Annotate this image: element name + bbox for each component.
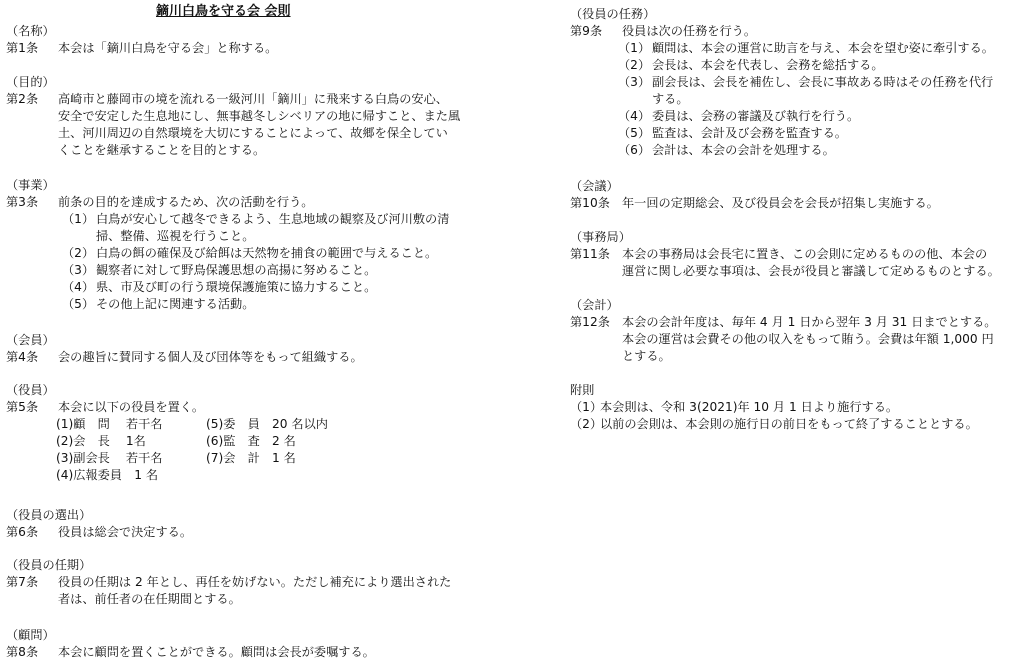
section-meeting — [570, 178, 939, 212]
section-heading: （顧問） — [6, 628, 55, 642]
article-text: 本会の運営は会費その他の収入をもって賄う。会費は年額 1,000 円 — [622, 332, 994, 346]
article-text: 会の趣旨に賛同する個人及び団体等をもって組織する。 — [58, 350, 363, 364]
section-heading: （会計） — [570, 298, 619, 312]
section-heading: （事業） — [6, 178, 55, 192]
section-accounting — [570, 297, 996, 365]
section-heading: （目的） — [6, 75, 55, 89]
role-row: (3)副会長 若干名 (7)会 計 1 名 — [56, 451, 296, 465]
article-text: 運営に関し必要な事項は、会長が役員と審議して定めるものとする。 — [622, 264, 1000, 278]
section-officers — [6, 382, 328, 484]
article-6 — [6, 524, 192, 541]
list-item: （1） 顧問は、本会の運営に助言を与え、本会を望む姿に牽引する。 — [618, 41, 994, 55]
section-members — [6, 332, 363, 366]
section-name — [6, 23, 277, 57]
article-text: 本会に顧問を置くことができる。顧問は会長が委嘱する。 — [58, 645, 375, 659]
list-item: （2） 会長は、本会を代表し、会務を総括する。 — [618, 58, 884, 72]
article-text: 本会の会計年度は、毎年 4 月 1 日から翌年 3 月 31 日までとする。 — [622, 315, 997, 329]
article-text: 役員は総会で決定する。 — [58, 525, 193, 539]
list-item: （3） 観察者に対して野鳥保護思想の高揚に努めること。 — [62, 263, 377, 277]
list-item: （6） 会計は、本会の会計を処理する。 — [618, 143, 835, 157]
list-item: （1） 白鳥が安心して越冬できるよう、生息地域の観察及び河川敷の清 掃、整備、巡視を行うこと。 — [62, 212, 450, 243]
article-7 — [6, 574, 451, 608]
article-number: 第1条 — [6, 41, 39, 55]
article-text: 高崎市と藤岡市の境を流れる一級河川「鏑川」に飛来する白鳥の安心、 — [58, 92, 448, 106]
section-heading: （事務局） — [570, 230, 631, 244]
section-duties — [570, 6, 994, 159]
role-row: (1)顧 問 若干名 (5)委 員 20 名以内 — [56, 417, 328, 431]
section-advisor — [6, 627, 375, 661]
article-text: とする。 — [622, 349, 671, 363]
section-purpose — [6, 74, 460, 159]
section-office — [570, 229, 1000, 280]
article-9 — [570, 23, 994, 159]
article-number: 第4条 — [6, 350, 39, 364]
article-number: 第3条 — [6, 195, 39, 209]
article-11 — [570, 246, 1000, 280]
article-text: 本会は「鏑川白鳥を守る会」と称する。 — [58, 41, 278, 55]
list-item: （4） 県、市及び町の行う環境保護施策に協力すること。 — [62, 280, 377, 294]
officer-roles — [56, 416, 328, 484]
section-term — [6, 557, 451, 608]
document-title: 鏑川白鳥を守る会 会則 — [156, 4, 291, 19]
article-8 — [6, 644, 375, 661]
list-item: （3） 副会長は、会長を補佐し、会長に事故ある時はその任務を代行 する。 — [618, 75, 994, 106]
role-row: (4)広報委員 1 名 — [56, 468, 159, 482]
section-supplementary — [570, 382, 978, 433]
section-heading: （役員の任務） — [570, 7, 656, 21]
supplementary-item: （2） 以前の会則は、本会則の施行日の前日をもって終了することとする。 — [570, 417, 978, 431]
list-item: （5） 監査は、会計及び会務を監査する。 — [618, 126, 847, 140]
article-number: 第7条 — [6, 575, 39, 589]
article-4 — [6, 349, 363, 366]
article-10 — [570, 195, 939, 212]
article-text: くことを継承することを目的とする。 — [58, 143, 266, 157]
article-text: 本会に以下の役員を置く。 — [58, 400, 205, 414]
article-number: 第5条 — [6, 400, 39, 414]
article-number: 第2条 — [6, 92, 39, 106]
list-item: （2） 白鳥の餌の確保及び給餌は天然物を捕食の範囲で与えること。 — [62, 246, 438, 260]
article-3 — [6, 194, 449, 313]
section-heading: （会員） — [6, 333, 55, 347]
article-number: 第9条 — [570, 24, 603, 38]
section-heading: （役員） — [6, 383, 55, 397]
article-text: 安全で安定した生息地にし、無事越冬しシベリアの地に帰すこと、また風 — [58, 109, 461, 123]
article-text: 年一回の定期総会、及び役員会を会長が招集し実施する。 — [622, 196, 939, 210]
article-text: 役員は次の任務を行う。 — [622, 24, 757, 38]
list-item: （5） その他上記に関連する活動。 — [62, 297, 255, 311]
supplementary-item: （1） 本会則は、令和 3(2021)年 10 月 1 日より施行する。 — [570, 400, 899, 414]
article-1 — [6, 40, 277, 57]
article-number: 第6条 — [6, 525, 39, 539]
list-item: （4） 委員は、会務の審議及び執行を行う。 — [618, 109, 860, 123]
article-number: 第8条 — [6, 645, 39, 659]
article-number: 第10条 — [570, 196, 610, 210]
article-text: 土、河川周辺の自然環境を大切にすることによって、故郷を保全してい — [58, 126, 448, 140]
article-5 — [6, 399, 328, 416]
section-heading: （会議） — [570, 179, 619, 193]
article-text: 役員の任期は 2 年とし、再任を妨げない。ただし補充により選出された — [58, 575, 452, 589]
section-heading: （役員の任期） — [6, 558, 92, 572]
article-number: 第12条 — [570, 315, 610, 329]
section-heading: （名称） — [6, 24, 55, 38]
article-text: 前条の目的を達成するため、次の活動を行う。 — [58, 195, 314, 209]
article-number: 第11条 — [570, 247, 610, 261]
section-election — [6, 507, 192, 541]
section-business — [6, 177, 449, 313]
article-2 — [6, 91, 460, 159]
role-row: (2)会 長 1名 (6)監 査 2 名 — [56, 434, 296, 448]
article-12 — [570, 314, 996, 365]
section-heading: 附則 — [570, 383, 595, 397]
article-text: 者は、前任者の在任期間とする。 — [58, 592, 241, 606]
article-text: 本会の事務局は会長宅に置き、この会則に定めるものの他、本会の — [622, 247, 988, 261]
section-heading: （役員の選出） — [6, 508, 92, 522]
